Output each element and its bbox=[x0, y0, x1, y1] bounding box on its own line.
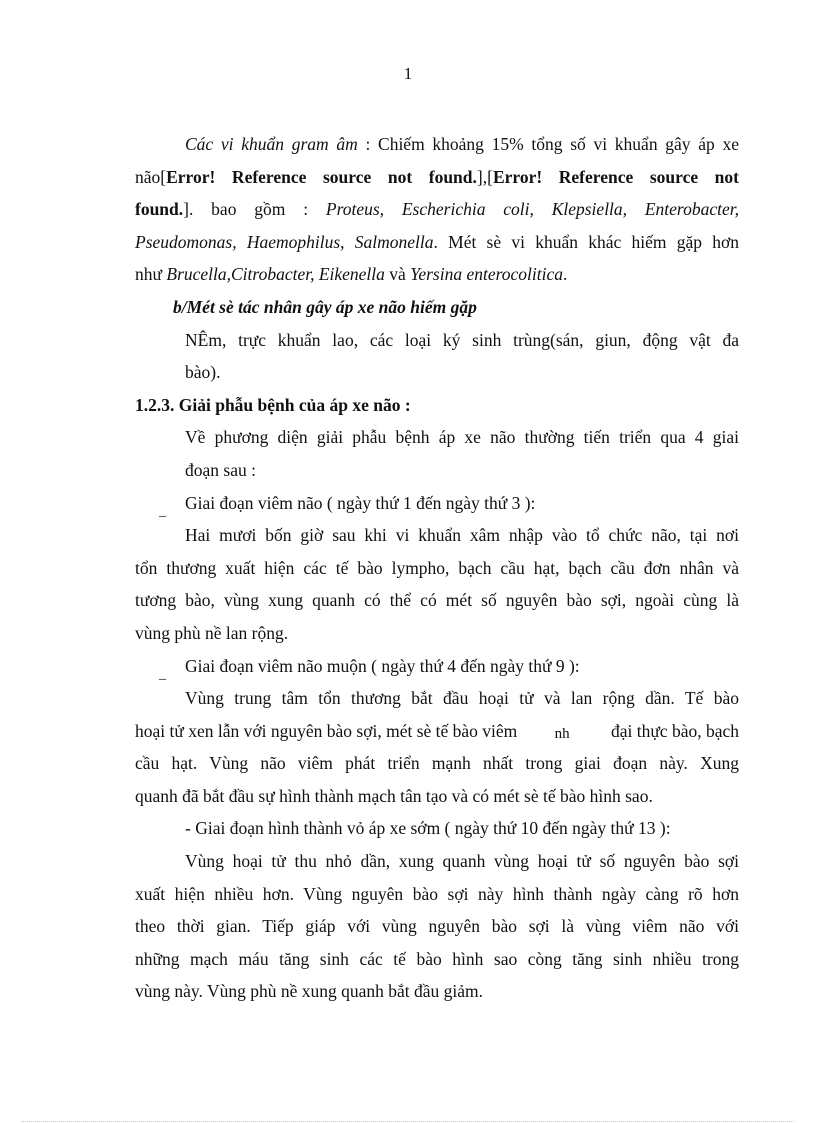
text-segment: não[ bbox=[135, 166, 167, 187]
text-segment: . bbox=[563, 264, 568, 285]
gram-neg-line-4 bbox=[135, 226, 739, 259]
stage2-line-3: cầu hạt. Vùng não viêm phát triển mạnh nhất trong giai đoạn này. Xung bbox=[135, 753, 739, 774]
stage3-line-4: những mạch máu tăng sinh các tế bào hình sao còng tăng sinh nhiều trong bbox=[135, 948, 739, 969]
text-segment: đại thực bào, bạch bbox=[610, 720, 739, 741]
text-fragment-nh: nh bbox=[554, 725, 570, 742]
reference-error: Error! Reference source not found. bbox=[166, 166, 477, 187]
gram-neg-line-2 bbox=[135, 161, 739, 194]
stage3-line-1: Vùng hoại tử thu nhỏ dần, xung quanh vùng hoại tử số nguyên bào sợi bbox=[185, 851, 739, 872]
species-list: Proteus, Escherichia coli, Klepsiella, Enterobacter, bbox=[325, 199, 739, 220]
stage1-line-1: Hai mươi bốn giờ sau khi vi khuẩn xâm nhập vào tổ chức não, tại nơi bbox=[185, 525, 739, 546]
species-list: Pseudomonas, Haemophilus, Salmonella bbox=[135, 231, 434, 252]
rare-agents-line-1: NÊm, trực khuẩn lao, các loại ký sinh trùng(sán, giun, động vật đa bbox=[185, 329, 739, 350]
rare-agents-line-2: bào). bbox=[185, 362, 221, 383]
gram-neg-text: : Chiếm khoảng 15% tổng số vi khuẩn gây áp xe bbox=[357, 134, 739, 154]
stage3-title: - Giai đoạn hình thành vỏ áp xe sớm ( ngày thứ 10 đến ngày thứ 13 ): bbox=[185, 818, 671, 839]
rare-agents-heading: b/Mét sè tác nhân gây áp xe não hiếm gặp bbox=[173, 296, 477, 317]
section-intro-line-2: đoạn sau : bbox=[185, 459, 256, 480]
stage3-line-5: vùng này. Vùng phù nề xung quanh bắt đầu giảm. bbox=[135, 981, 484, 1002]
stage2-line-4: quanh đã bắt đầu sự hình thành mạch tân tạo và có mét sè tế bào hình sao. bbox=[135, 785, 653, 806]
document-body bbox=[135, 128, 739, 1008]
stage1-title bbox=[135, 487, 739, 520]
text-segment: ],[ bbox=[476, 166, 493, 187]
text-segment: . Mét sè vi khuẩn khác hiếm gặp hơn bbox=[433, 231, 739, 252]
stage-title-text: Giai đoạn viêm não ( ngày thứ 1 đến ngày thứ 3 ): bbox=[185, 492, 536, 513]
stage1-line-3: tương bào, vùng xung quanh có thể có mét số nguyên bào sợi, ngoài cùng là bbox=[135, 590, 739, 611]
stage3-line-3: theo thời gian. Tiếp giáp với vùng nguyên bào sợi là vùng viêm não với bbox=[135, 916, 739, 937]
page-number: 1 bbox=[403, 64, 413, 83]
text-segment: hoại tử xen lẫn với nguyên bào sợi, mét sè tế bào viêm bbox=[135, 720, 518, 741]
stage2-title bbox=[135, 650, 739, 683]
stage-title-text: Giai đoạn viêm não muộn ( ngày thứ 4 đến ngày thứ 9 ): bbox=[185, 655, 580, 676]
text-segment: như bbox=[135, 264, 167, 285]
reference-error: found. bbox=[135, 199, 184, 220]
text-segment: ]. bao gồm : bbox=[183, 199, 326, 220]
stage2-line-2 bbox=[135, 715, 739, 748]
species-list: Brucella,Citrobacter, Eikenella bbox=[166, 264, 385, 285]
gram-neg-line-5 bbox=[135, 258, 739, 291]
section-heading: 1.2.3. Giải phẫu bệnh của áp xe não : bbox=[135, 394, 411, 415]
section-intro-line-1: Về phương diện giải phẫu bệnh áp xe não thường tiến triển qua 4 giai bbox=[185, 427, 739, 448]
page-bottom-divider bbox=[22, 1121, 794, 1122]
stage2-line-1: Vùng trung tâm tổn thương bắt đầu hoại tử và lan rộng dần. Tế bào bbox=[185, 688, 739, 709]
dash-bullet: _ bbox=[159, 503, 166, 519]
gram-neg-line-3 bbox=[135, 193, 739, 226]
reference-error: Error! Reference source not bbox=[492, 166, 739, 187]
stage1-line-2: tổn thương xuất hiện các tế bào lympho, bạch cầu hạt, bạch cầu đơn nhân và bbox=[135, 557, 739, 578]
stage1-line-4: vùng phù nề lan rộng. bbox=[135, 622, 289, 643]
gram-neg-label: Các vi khuẩn gram âm bbox=[185, 134, 358, 154]
species-list: Yersina enterocolitica bbox=[410, 264, 563, 285]
text-segment: và bbox=[384, 264, 411, 285]
dash-bullet: _ bbox=[159, 666, 166, 682]
gram-neg-line-1 bbox=[135, 128, 739, 161]
stage3-line-2: xuất hiện nhiều hơn. Vùng nguyên bào sợi này hình thành ngày càng rõ hơn bbox=[135, 883, 739, 904]
